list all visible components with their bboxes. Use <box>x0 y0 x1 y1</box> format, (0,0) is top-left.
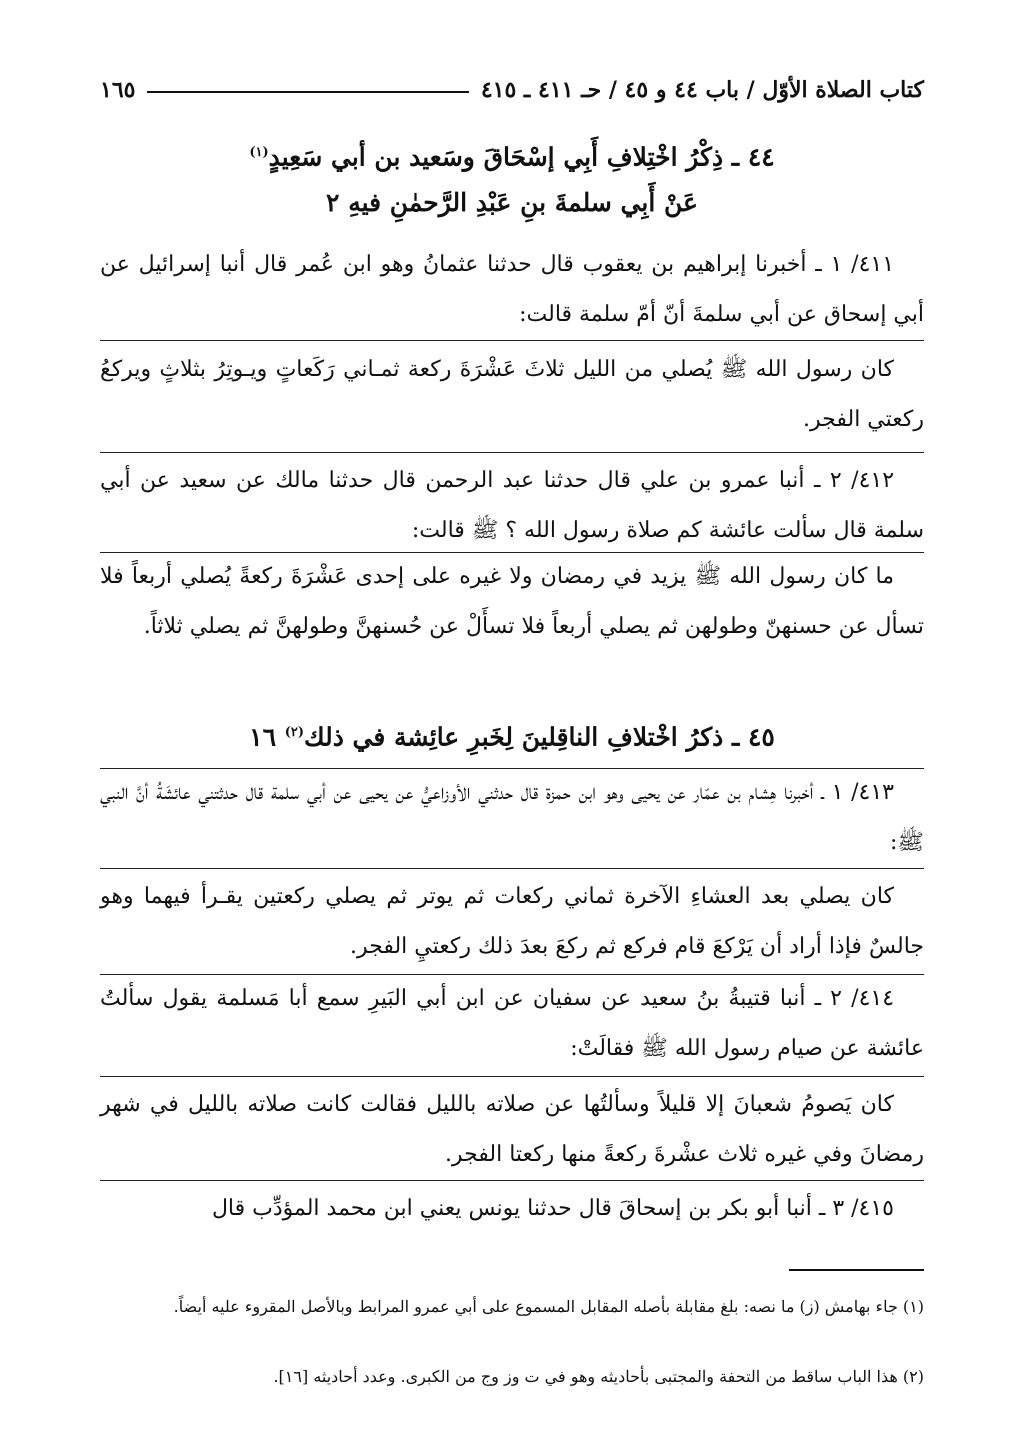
hadith-413-text: كان يصلي بعد العشاءِ الآخرة ثماني ركعات ثم يوتر ثم يصلي ركعتين يقـرأ فيهما وهو جالسٌ فإذا أراد أن يَرْكعَ قام فركع ثم ركعَ بعدَ ذلك ركعتيِ الفجر. <box>100 884 924 959</box>
hadith-411-chain: ٤١١/ ١ ـ أخبرنا إبراهيم بن يعقوب قال حدثنا عثمانُ وهو ابن عُمر قال أنبا إسرائيل عن أبي إسحاق عن أبي سلمةَ أنّ أمّ سلمة قالت: <box>100 252 924 327</box>
section-45-title: ٤٥ ـ ذكرُ اخْتلافِ الناقِلينَ لِخَبرِ عائِشة في ذلك <box>304 722 775 752</box>
header-title: كتاب الصلاة الأوّل / باب ٤٤ و ٤٥ / حـ ٤١١ ـ ٤١٥ <box>480 77 924 103</box>
hadith-413-chain: ٤١٣/ ١ ـ أخبرنا هِشام بن عمّار عن يحيى وهو ابن حمزة قال حدثني الأوزاعيُّ عن يحيى عن أبي سلمة قال حدثتني عائشَةُ أنَّ النبي ﷺ: <box>100 780 924 855</box>
footnote-1: (١) جاء بهامش (ز) ما نصه: بلغ مقابلة بأصله المقابل المسموع على أبي عمرو المرابط وبالأصل المقروء عليه أيضاً. <box>173 1297 924 1316</box>
header-rule <box>147 91 468 93</box>
hadith-412-chain: ٤١٢/ ٢ ـ أنبا عمرو بن علي قال حدثنا عبد الرحمن قال حدثنا مالك عن سعيد عن أبي سلمة قال سألت عائشة كم صلاة رسول الله ؟ ﷺ قالت: <box>100 468 924 543</box>
hadith-414-chain: ٤١٤/ ٢ ـ أنبا قتيبةُ بنُ سعيد عن سفيان عن ابن أبي البَيرِ سمع أبا مَسلمة يقول سألتُ عائشة عن صيام رسول الله ﷺ فقالَتْ: <box>100 986 924 1061</box>
footnote-rule <box>789 1269 924 1271</box>
section-45-heading <box>100 708 924 762</box>
separator-line <box>100 340 924 341</box>
separator-line <box>100 868 924 869</box>
section-44-subtitle: عَنْ أَبِي سلمةَ بنِ عَبْدِ الرَّحمٰنِ فيهِ ٢ <box>326 188 698 217</box>
section-45-count: ١٦ <box>249 722 285 752</box>
separator-line <box>100 1180 924 1181</box>
footnote-ref-2[interactable]: (٢) <box>284 725 305 740</box>
separator-line <box>100 452 924 453</box>
running-header <box>100 70 924 110</box>
section-44-title: ٤٤ ـ ذِكْرُ اخْتِلافِ أَبِي إسْحَاقَ وسَعيد بن أبي سَعِيدٍ <box>268 142 775 172</box>
separator-line <box>100 1076 924 1077</box>
footnote-2: (٢) هذا الباب ساقط من التحفة والمجتبى بأحاديثه وهو في ت وز وج من الكبرى. وعدد أحاديثه [١٦]. <box>273 1367 924 1386</box>
hadith-411-text: كان رسول الله ﷺ يُصلي من الليل ثلاثَ عَشْرَةَ ركعة ثمـاني رَكَعاتٍ ويـوتِرُ بثلاثٍ ويركعُ ركعتي الفجر. <box>100 357 924 432</box>
page-number: ١٦٥ <box>100 77 136 103</box>
footnote-ref-1[interactable]: (١) <box>249 145 269 160</box>
hadith-414-text: كان يَصومُ شعبانَ إلا قليلاً وسألتُها عن صلاته بالليل فقالت كانت صلاته بالليل في شهر رمضانَ وفي غيره ثلاث عشْرةَ ركعةً منها ركعتا الفجر. <box>100 1092 924 1167</box>
section-44-heading <box>100 128 924 182</box>
hadith-415-chain: ٤١٥/ ٣ ـ أنبا أبو بكر بن إسحاقَ قال حدثنا يونس يعني ابن محمد المؤدِّب قال <box>211 1196 894 1221</box>
hadith-412-text: ما كان رسول الله ﷺ يزيد في رمضان ولا غيره على إحدى عَشْرَةَ ركعةً يُصلي أربعاً فلا تسأل عن حسنهنّ وطولهن ثم يصلي أربعاً فلا تسأَلْ عن حُسنهنَّ وطولهنَّ ثم يصلي ثلاثاً. <box>100 564 924 639</box>
